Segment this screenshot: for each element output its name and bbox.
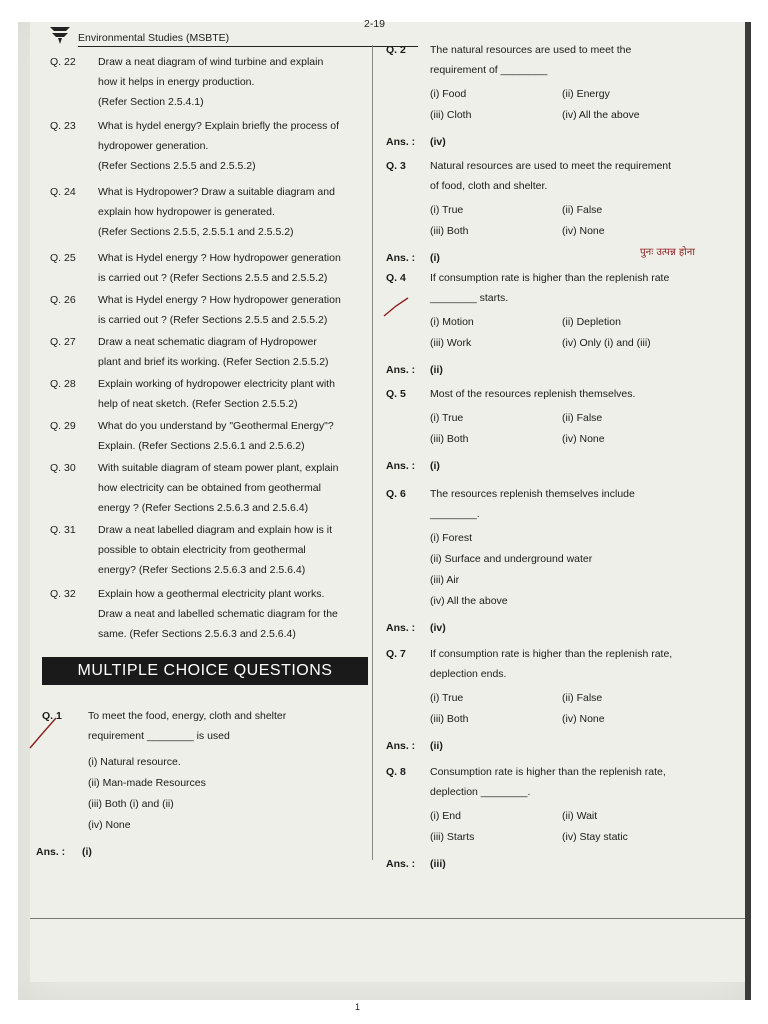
- option: (iii) Starts: [430, 831, 475, 843]
- question-text: [98, 332, 373, 372]
- question-text: [430, 384, 720, 404]
- question-line: Draw a neat labelled diagram and explain how is it: [98, 524, 333, 536]
- option: (i) True: [430, 412, 464, 424]
- question-line: (Refer Sections 2.5.5 and 2.5.5.2): [98, 160, 256, 172]
- question-number: Q. 8: [386, 766, 406, 778]
- option: (iv) Stay static: [562, 831, 628, 843]
- option: (ii) Energy: [562, 88, 610, 100]
- question-text: [98, 520, 373, 580]
- answer-label: Ans. :: [386, 252, 416, 264]
- option: (ii) False: [562, 204, 603, 216]
- question-line: of food, cloth and shelter.: [430, 180, 548, 192]
- answer-value: (ii): [430, 364, 443, 376]
- option: (ii) Man-made Resources: [88, 777, 206, 789]
- mcq-section-title: MULTIPLE CHOICE QUESTIONS: [42, 657, 368, 685]
- question-line: ________.: [430, 508, 480, 520]
- publisher-logo-icon: [48, 24, 72, 46]
- question-line: What is Hydropower? Draw a suitable diagram and: [98, 186, 335, 198]
- question-line: (Refer Sections 2.5.5, 2.5.5.1 and 2.5.5.2): [98, 226, 294, 238]
- question-number: Q. 1: [42, 710, 62, 722]
- question-line: Natural resources are used to meet the requirement: [430, 160, 672, 172]
- answer-label: Ans. :: [36, 846, 66, 858]
- answer-label: Ans. :: [386, 460, 416, 472]
- question-number: Q. 30: [50, 462, 76, 474]
- option: (iv) None: [562, 225, 605, 237]
- question-number: Q. 7: [386, 648, 406, 660]
- question-number: Q. 4: [386, 272, 406, 284]
- option: (iii) Both: [430, 713, 469, 725]
- answer-value: (i): [430, 460, 440, 472]
- question-line: how electricity can be obtained from geothermal: [98, 482, 321, 494]
- question-number: Q. 5: [386, 388, 406, 400]
- question-line: (Refer Section 2.5.4.1): [98, 96, 204, 108]
- question-line: ________ starts.: [430, 292, 509, 304]
- answer-value: (iv): [430, 622, 446, 634]
- option: (iii) Cloth: [430, 109, 472, 121]
- question-text: [430, 156, 720, 196]
- question-text: [98, 182, 373, 242]
- question-line: requirement ________ is used: [88, 730, 230, 742]
- question-line: explain how hydropower is generated.: [98, 206, 275, 218]
- question-line: is carried out ? (Refer Sections 2.5.5 and 2.5.5.2): [98, 272, 328, 284]
- option: (iv) Only (i) and (iii): [562, 337, 651, 349]
- answer-value: (i): [430, 252, 440, 264]
- option: (i) Motion: [430, 316, 474, 328]
- header-title: Environmental Studies (MSBTE): [78, 32, 230, 44]
- question-line: energy? (Refer Sections 2.5.6.3 and 2.5.6.4): [98, 564, 306, 576]
- question-number: Q. 2: [386, 44, 406, 56]
- question-text: [88, 706, 368, 746]
- question-text: [98, 584, 373, 644]
- question-line: is carried out ? (Refer Sections 2.5.5 and 2.5.5.2): [98, 314, 328, 326]
- question-line: What is hydel energy? Explain briefly the process of: [98, 120, 340, 132]
- question-line: What is Hydel energy ? How hydropower generation: [98, 252, 341, 264]
- question-text: [98, 248, 373, 288]
- option: (iii) Both: [430, 225, 469, 237]
- question-number: Q. 29: [50, 420, 76, 432]
- footer-page-mark: 1: [355, 1002, 361, 1012]
- answer-label: Ans. :: [386, 740, 416, 752]
- question-line: Explain. (Refer Sections 2.5.6.1 and 2.5.6.2): [98, 440, 305, 452]
- answer-label: Ans. :: [386, 858, 416, 870]
- answer-label: Ans. :: [386, 364, 416, 376]
- option: (ii) False: [562, 412, 603, 424]
- question-line: requirement of ________: [430, 64, 548, 76]
- question-number: Q. 3: [386, 160, 406, 172]
- question-number: Q. 26: [50, 294, 76, 306]
- option: (i) True: [430, 204, 464, 216]
- question-line: The natural resources are used to meet the: [430, 44, 632, 56]
- question-line: plant and brief its working. (Refer Section 2.5.5.2): [98, 356, 329, 368]
- question-line: deplection ________.: [430, 786, 531, 798]
- option: (ii) Surface and underground water: [430, 553, 593, 565]
- option: (iv) All the above: [562, 109, 640, 121]
- tick-mark-icon: [382, 296, 412, 318]
- option: (iii) Both: [430, 433, 469, 445]
- option: (iv) None: [88, 819, 131, 831]
- answer-value: (iv): [430, 136, 446, 148]
- page-header: [48, 24, 368, 48]
- question-line: If consumption rate is higher than the replenish rate,: [430, 648, 673, 660]
- question-number: Q. 22: [50, 56, 76, 68]
- question-line: Draw a neat schematic diagram of Hydropower: [98, 336, 317, 348]
- question-line: Most of the resources replenish themselves.: [430, 388, 636, 400]
- option: (i) Natural resource.: [88, 756, 181, 768]
- question-text: [98, 416, 373, 456]
- question-text: [98, 458, 373, 518]
- question-text: [98, 52, 373, 112]
- header-rule: [78, 46, 418, 47]
- question-line: same. (Refer Sections 2.5.6.3 and 2.5.6.4): [98, 628, 296, 640]
- question-line: With suitable diagram of steam power plant, explain: [98, 462, 339, 474]
- question-text: [430, 268, 720, 308]
- question-number: Q. 31: [50, 524, 76, 536]
- question-line: Explain how a geothermal electricity plant works.: [98, 588, 325, 600]
- option: (ii) Wait: [562, 810, 598, 822]
- page-edge-shadow: [745, 22, 751, 1000]
- tick-mark-icon: [26, 712, 60, 752]
- question-line: how it helps in energy production.: [98, 76, 255, 88]
- option: (ii) False: [562, 692, 603, 704]
- option: (i) True: [430, 692, 464, 704]
- question-line: Draw a neat diagram of wind turbine and explain: [98, 56, 324, 68]
- answer-label: Ans. :: [386, 622, 416, 634]
- option: (iv) All the above: [430, 595, 508, 607]
- option: (i) End: [430, 810, 461, 822]
- option: (i) Forest: [430, 532, 472, 544]
- question-text: [430, 40, 720, 80]
- question-line: deplection ends.: [430, 668, 507, 680]
- question-text: [430, 762, 720, 802]
- handwritten-note: पुनः उत्पन्न होना: [640, 247, 695, 258]
- option: (iv) None: [562, 713, 605, 725]
- answer-value: (ii): [430, 740, 443, 752]
- question-text: [430, 484, 720, 524]
- question-number: Q. 25: [50, 252, 76, 264]
- question-text: [98, 116, 373, 176]
- question-text: [430, 644, 720, 684]
- answer-label: Ans. :: [386, 136, 416, 148]
- question-line: What is Hydel energy ? How hydropower generation: [98, 294, 341, 306]
- question-number: Q. 28: [50, 378, 76, 390]
- question-line: If consumption rate is higher than the replenish rate: [430, 272, 670, 284]
- option: (iii) Air: [430, 574, 460, 586]
- question-number: Q. 24: [50, 186, 76, 198]
- page-number: 2-19: [364, 18, 386, 30]
- question-line: Consumption rate is higher than the replenish rate,: [430, 766, 666, 778]
- question-line: help of neat sketch. (Refer Section 2.5.5.2): [98, 398, 298, 410]
- question-number: Q. 23: [50, 120, 76, 132]
- answer-value: (iii): [430, 858, 446, 870]
- answer-value: (i): [82, 846, 92, 858]
- question-line: Explain working of hydropower electricity plant with: [98, 378, 335, 390]
- option: (iii) Work: [430, 337, 472, 349]
- question-number: Q. 32: [50, 588, 76, 600]
- question-text: [98, 374, 373, 414]
- question-text: [98, 290, 373, 330]
- question-number: Q. 6: [386, 488, 406, 500]
- question-line: To meet the food, energy, cloth and shelter: [88, 710, 287, 722]
- question-line: Draw a neat and labelled schematic diagram for the: [98, 608, 338, 620]
- question-line: hydropower generation.: [98, 140, 209, 152]
- question-line: energy ? (Refer Sections 2.5.6.3 and 2.5.6.4): [98, 502, 309, 514]
- question-line: The resources replenish themselves include: [430, 488, 635, 500]
- question-line: What do you understand by "Geothermal Energy"?: [98, 420, 334, 432]
- option: (iii) Both (i) and (ii): [88, 798, 174, 810]
- bottom-rule: [30, 918, 745, 919]
- option: (i) Food: [430, 88, 467, 100]
- question-line: possible to obtain electricity from geothermal: [98, 544, 306, 556]
- question-number: Q. 27: [50, 336, 76, 348]
- option: (iv) None: [562, 433, 605, 445]
- option: (ii) Depletion: [562, 316, 621, 328]
